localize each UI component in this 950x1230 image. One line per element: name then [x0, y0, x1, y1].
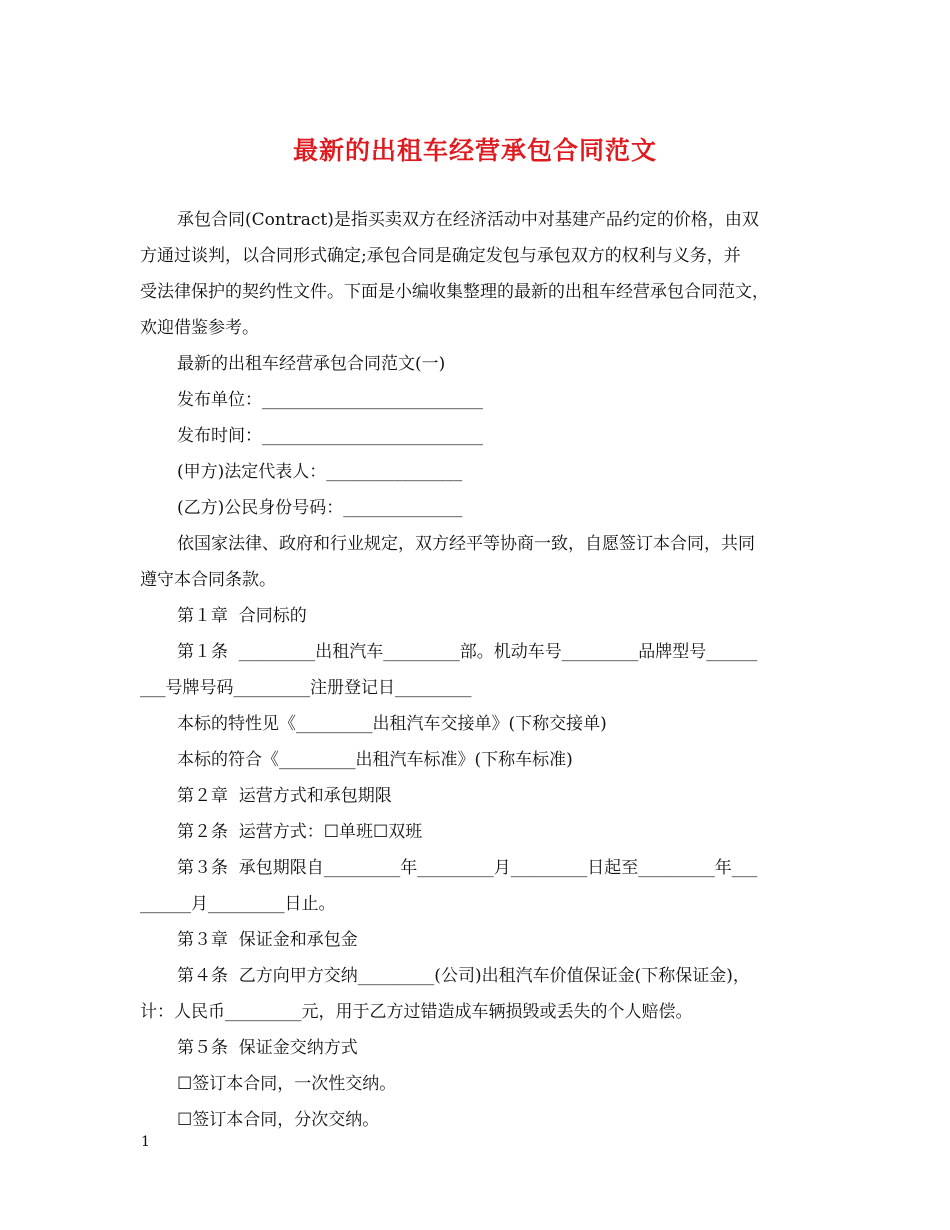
article-line: 第１条 _________出租汽车_________部。机动车号_________品牌型号______	[177, 642, 758, 662]
article-line: ______月_________日止。	[140, 894, 336, 914]
chapter-heading: 第２章 运营方式和承包期限	[177, 786, 392, 806]
paragraph-line: 承包合同(Contract)是指买卖双方在经济活动中对基建产品约定的价格，由双	[177, 210, 759, 230]
paragraph-line: 遵守本合同条款。	[140, 570, 276, 590]
checkbox-option: ☐签订本合同，分次交纳。	[177, 1110, 380, 1130]
page-number: 1	[141, 1134, 150, 1150]
checkbox-option: ☐签订本合同，一次性交纳。	[177, 1074, 397, 1094]
article-line: 第５条 保证金交纳方式	[177, 1038, 358, 1058]
chapter-heading: 第３章 保证金和承包金	[177, 930, 358, 950]
field-publish-time: 发布时间：__________________________	[177, 426, 483, 446]
article-line: 第３条 承包期限自_________年_________月_________日起至_________年___	[177, 858, 758, 878]
article-line: 第２条 运营方式：☐单班☐双班	[177, 822, 423, 842]
paragraph-line: 欢迎借鉴参考。	[140, 318, 259, 338]
paragraph-line: 受法律保护的契约性文件。下面是小编收集整理的最新的出租车经营承包合同范文，	[140, 282, 769, 302]
paragraph-line: 本标的符合《_________出租汽车标准》(下称车标准)	[177, 750, 573, 770]
paragraph-line: 本标的特性见《_________出租汽车交接单》(下称交接单)	[177, 714, 607, 734]
section-heading: 最新的出租车经营承包合同范文(一)	[177, 354, 446, 374]
field-party-a-rep: (甲方)法定代表人：________________	[177, 462, 463, 482]
article-line: 第４条 乙方向甲方交纳_________(公司)出租汽车价值保证金(下称保证金)，	[177, 966, 750, 986]
article-line: ___号牌号码_________注册登记日_________	[140, 678, 472, 698]
paragraph-line: 依国家法律、政府和行业规定，双方经平等协商一致，自愿签订本合同，共同	[177, 534, 755, 554]
paragraph-line: 方通过谈判，以合同形式确定;承包合同是确定发包与承包双方的权利与义务，并	[140, 246, 741, 266]
document-title: 最新的出租车经营承包合同范文	[292, 136, 657, 165]
chapter-heading: 第１章 合同标的	[177, 606, 307, 626]
field-party-b-id: (乙方)公民身份号码：______________	[177, 498, 463, 518]
article-line: 计：人民币_________元，用于乙方过错造成车辆损毁或丢失的个人赔偿。	[140, 1002, 693, 1022]
field-publisher: 发布单位：__________________________	[177, 390, 483, 410]
